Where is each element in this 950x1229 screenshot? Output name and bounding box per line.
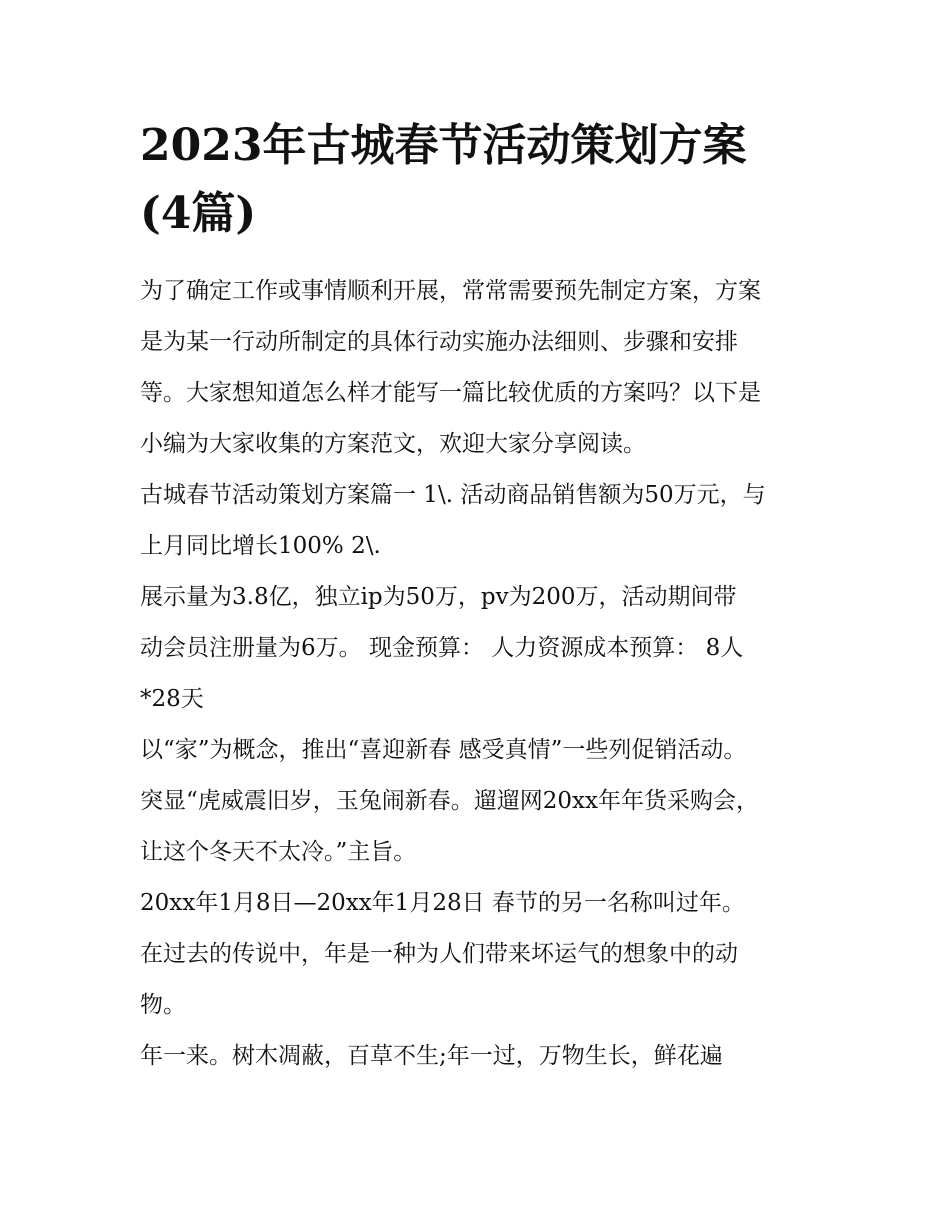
title-line-1: 2023年古城春节活动策划方案: [140, 120, 747, 171]
document-title: [140, 112, 820, 248]
text-line: 以“家”为概念，推出“喜迎新春 感受真情”一些列促销活动。: [140, 737, 747, 763]
text-line: 为了确定工作或事情顺利开展，常常需要预先制定方案，方案: [140, 278, 761, 304]
text-line: 动会员注册量为6万。 现金预算： 人力资源成本预算： 8人: [140, 635, 744, 661]
text-line: 上月同比增长100% 2\.: [140, 533, 381, 559]
text-line: 是为某一行动所制定的具体行动实施办法细则、步骤和安排: [140, 329, 738, 355]
text-line: 20xx年1月8日—20xx年1月28日 春节的另一名称叫过年。: [140, 890, 745, 916]
text-line: 在过去的传说中，年是一种为人们带来坏运气的想象中的动: [140, 941, 738, 967]
text-line: 展示量为3.8亿，独立ip为50万，pv为200万，活动期间带: [140, 584, 737, 610]
text-line: 年一来。树木凋蔽，百草不生;年一过，万物生长，鲜花遍: [140, 1043, 723, 1069]
text-line: 等。大家想知道怎么样才能写一篇比较优质的方案吗？以下是: [140, 380, 761, 406]
text-line: 古城春节活动策划方案篇一 1\. 活动商品销售额为50万元，与: [140, 482, 766, 508]
text-line: 小编为大家收集的方案范文，欢迎大家分享阅读。: [140, 431, 646, 457]
title-line-2: (4篇): [140, 188, 257, 239]
document-page: [140, 112, 820, 1082]
text-line: 突显“虎威震旧岁，玉兔闹新春。遛遛网20xx年年货采购会，: [140, 788, 759, 814]
text-line: *28天: [140, 686, 204, 712]
text-line: 让这个冬天不太冷。”主旨。: [140, 839, 417, 865]
document-body: [140, 266, 820, 1082]
text-line: 物。: [140, 992, 186, 1018]
